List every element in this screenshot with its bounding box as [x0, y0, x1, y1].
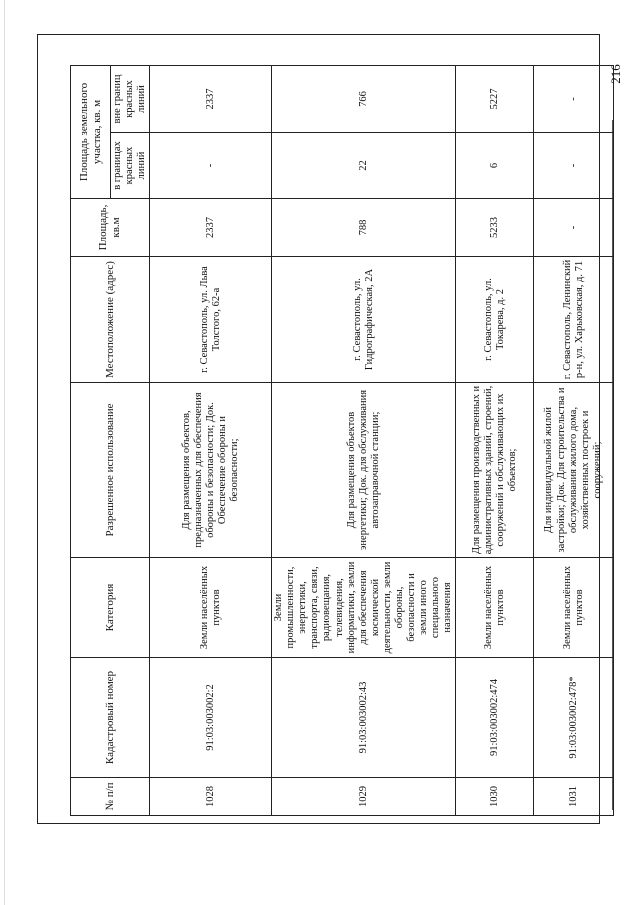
header-within: в границах красных линий: [111, 133, 150, 199]
header-location: Местоположение (адрес): [71, 257, 150, 383]
cell-cadastral: 91:03:003002:43: [272, 658, 456, 778]
cell-location: г. Севастополь, ул. Токарева, д. 2: [456, 257, 534, 383]
cell-within: -: [534, 133, 614, 199]
header-usage: Разрешенное использование: [71, 383, 150, 558]
header-num: № п/п: [71, 778, 150, 816]
table-row: [456, 65, 534, 815]
header-area: Площадь, кв.м: [71, 199, 150, 257]
cell-area: -: [534, 199, 614, 257]
cell-outside: -: [534, 65, 614, 132]
cell-outside: 2337: [150, 65, 272, 132]
cell-usage: Для размещения производственных и административных зданий, строений, сооружений и обслуживающих их объектов;: [456, 383, 534, 558]
rotated-table-area: [70, 68, 603, 816]
header-plot-area: Площадь земельного участка, кв. м: [71, 65, 111, 198]
cell-num: 1028: [150, 778, 272, 816]
table-row: [534, 65, 614, 815]
cell-cadastral: 91:03:003002:474: [456, 658, 534, 778]
cell-within: 22: [272, 133, 456, 199]
cell-area: 788: [272, 199, 456, 257]
header-outside: вне границ красных линий: [111, 65, 150, 132]
page-number: 216: [608, 64, 623, 84]
cell-within: 6: [456, 133, 534, 199]
cell-location: г. Севастополь, ул. Гидрографическая, 2А: [272, 257, 456, 383]
cell-usage: Для размещения объектов энергетики; Док. для обслуживания автозаправочной станции;: [272, 383, 456, 558]
land-plots-table: [70, 65, 614, 816]
cell-num: 1031: [534, 778, 614, 816]
cell-within: -: [150, 133, 272, 199]
cell-cadastral: 91:03:003002:2: [150, 658, 272, 778]
cell-num: 1029: [272, 778, 456, 816]
cell-area: 5233: [456, 199, 534, 257]
cell-location: г. Севастополь, Ленинский р-н, ул. Харьковская, д. 71: [534, 257, 614, 383]
table-row: [150, 65, 272, 815]
cell-usage: Для размещения объектов, предназначенных для обеспечения обороны и безопасности; Док. Обеспечение обороны и безопасности;: [150, 383, 272, 558]
cell-usage: Для индивидуальной жилой застройки; Док. Для строительства и обслуживания жилого дома, хозяйственных построек и сооружений;: [534, 383, 614, 558]
cell-cadastral: 91:03:003002:478*: [534, 658, 614, 778]
cell-num: 1030: [456, 778, 534, 816]
table-row: [272, 65, 456, 815]
cell-category: Земли населённых пунктов: [534, 558, 614, 658]
cell-area: 2337: [150, 199, 272, 257]
cell-outside: 5227: [456, 65, 534, 132]
cell-category: Земли населённых пунктов: [150, 558, 272, 658]
header-cadastral: Кадастровый номер: [71, 658, 150, 778]
cell-location: г. Севастополь, ул. Льва Толстого, 62-а: [150, 257, 272, 383]
header-category: Категория: [71, 558, 150, 658]
cell-outside: 766: [272, 65, 456, 132]
scan-edge-line: [4, 0, 5, 905]
cell-category: Земли промышленности, энергетики, транспорта, связи, радиовещания, телевидения, информатики, земли для обеспечения космической деятельности, земли обороны, безопасности и земли иного специального назначения: [272, 558, 456, 658]
cell-category: Земли населённых пунктов: [456, 558, 534, 658]
